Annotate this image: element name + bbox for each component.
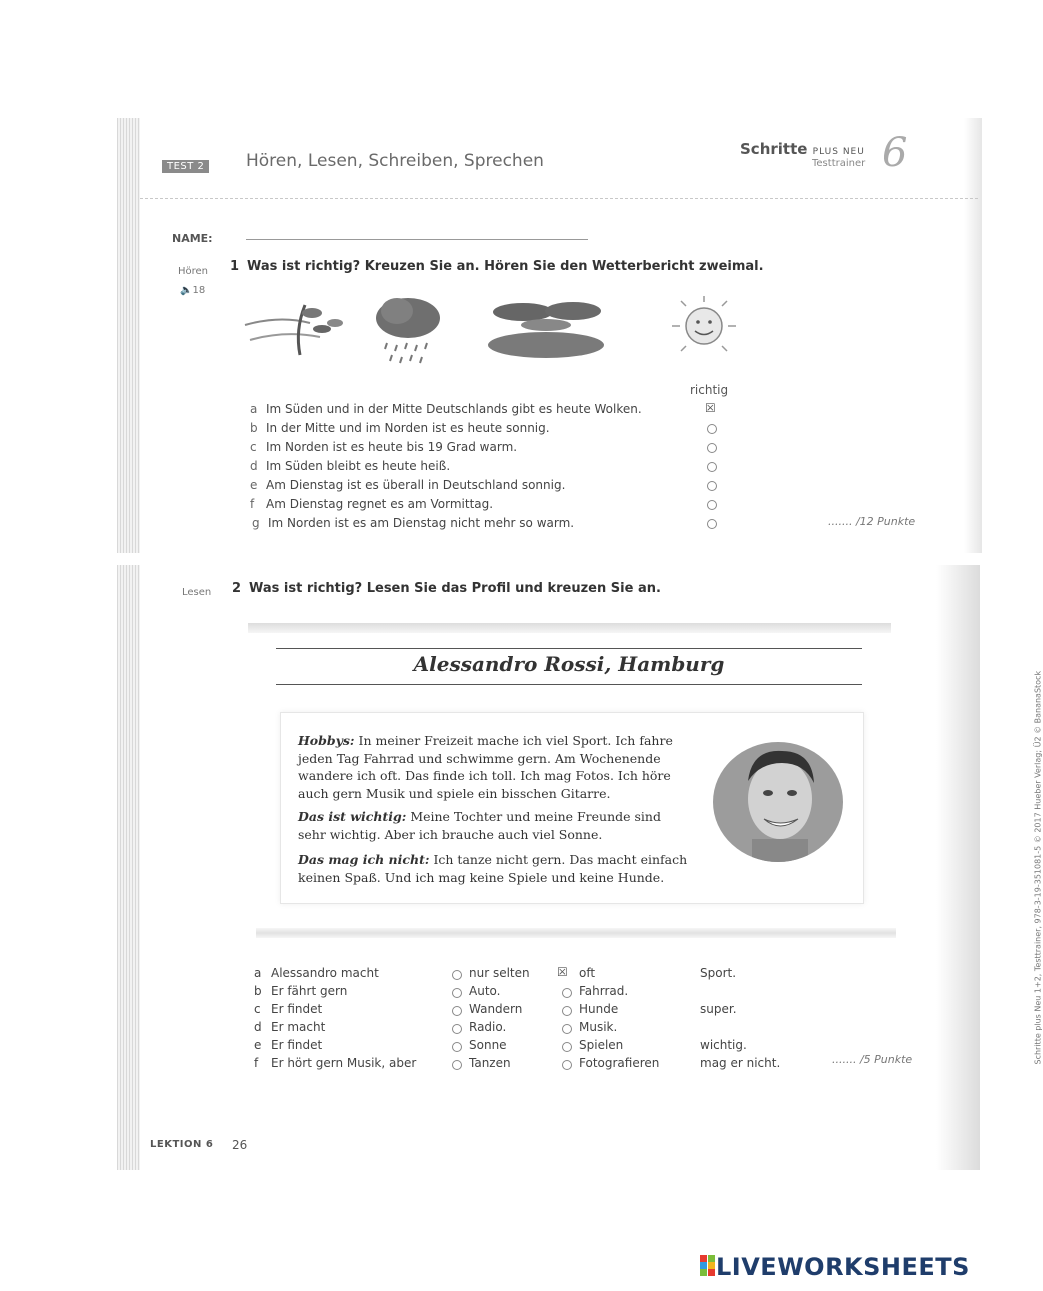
answer-circle[interactable]: [562, 1006, 572, 1016]
item-letter: b: [254, 984, 262, 998]
option-1-label: Sonne: [469, 1038, 507, 1052]
track-number: 18: [192, 285, 206, 296]
option-2-label: Fahrrad.: [579, 984, 629, 998]
profile-nicht: [298, 851, 708, 887]
answer-circle[interactable]: [452, 1006, 462, 1016]
binding-strip-bottom: [117, 565, 140, 1170]
statement-letter: c: [250, 440, 257, 454]
checked-circle-icon[interactable]: ☒: [557, 965, 568, 979]
answer-circle[interactable]: [562, 1024, 572, 1034]
speaker-icon: 🔈: [180, 285, 193, 296]
item-letter: a: [254, 966, 262, 980]
option-1-label: Auto.: [469, 984, 501, 998]
lektion-label: LEKTION 6: [150, 1139, 214, 1150]
profile-title: Alessandro Rossi, Hamburg: [413, 652, 725, 676]
nicht-line: keinen Spaß. Und ich mag keine Spiele und keine Hunde.: [298, 870, 665, 885]
page-number: 26: [232, 1138, 248, 1152]
answer-circle[interactable]: [707, 500, 717, 510]
profile-bottom-band: [256, 928, 896, 938]
section2-score: ....... /5 Punkte: [832, 1053, 913, 1066]
answer-circle[interactable]: [707, 481, 717, 491]
profile-wichtig: [298, 808, 708, 844]
statement-letter: e: [250, 478, 258, 492]
item-stem: Er macht: [271, 1020, 326, 1034]
profile-hobbys: [298, 732, 708, 802]
statement-letter: d: [250, 459, 258, 473]
item-ending: super.: [700, 1002, 737, 1016]
item-letter: d: [254, 1020, 262, 1034]
checked-circle-icon[interactable]: ☒: [705, 401, 716, 415]
option-1-label: Wandern: [469, 1002, 523, 1016]
option-1-label: Tanzen: [469, 1056, 511, 1070]
answer-circle[interactable]: [707, 462, 717, 472]
answer-circle[interactable]: [452, 1042, 462, 1052]
wichtig-line: sehr wichtig. Aber ich brauche auch viel Sonne.: [298, 827, 603, 842]
statement-text: Am Dienstag ist es überall in Deutschland sonnig.: [266, 478, 566, 492]
item-letter: e: [254, 1038, 262, 1052]
rain-cloud-icon: [372, 293, 444, 368]
binding-strip-top: [117, 118, 140, 553]
item-ending: mag er nicht.: [700, 1056, 781, 1070]
statement-row: [250, 497, 493, 511]
answer-circle[interactable]: [452, 1060, 462, 1070]
answer-circle[interactable]: [707, 519, 717, 529]
brand-small: PLUS NEU: [812, 147, 865, 157]
statement-row: [250, 421, 550, 435]
item-stem: Er findet: [271, 1002, 323, 1016]
item-letter: c: [254, 1002, 261, 1016]
statement-row: [250, 459, 450, 473]
hobbys-line: jeden Tag Fahrrad und schwimme gern. Am Wochenende: [298, 750, 661, 766]
answer-circle[interactable]: [707, 443, 717, 453]
right-shadow-top: [964, 118, 982, 553]
statement-row: [250, 478, 565, 492]
statement-text: Im Süden und in der Mitte Deutschlands gibt es heute Wolken.: [266, 402, 642, 416]
nicht-label: Das mag ich nicht:: [298, 852, 430, 867]
richtig-column-label: richtig: [690, 383, 729, 397]
profile-title-rule-bottom: [276, 684, 862, 685]
option-1-label: nur selten: [469, 966, 530, 980]
statement-letter: g: [252, 516, 260, 530]
clouds-icon: [488, 297, 606, 362]
section2-side-label: Lesen: [182, 587, 212, 598]
test-badge: TEST 2: [162, 160, 209, 173]
hobbys-line: In meiner Freizeit mache ich viel Sport. Ich fahre: [358, 733, 673, 748]
page-title: Hören, Lesen, Schreiben, Sprechen: [246, 151, 544, 171]
answer-circle[interactable]: [452, 970, 462, 980]
brand-name: [740, 140, 865, 158]
hobbys-label: Hobbys:: [298, 733, 355, 748]
statement-text: Am Dienstag regnet es am Vormittag.: [266, 497, 494, 511]
answer-circle[interactable]: [707, 424, 717, 434]
statement-text: Im Norden ist es am Dienstag nicht mehr so warm.: [268, 516, 575, 530]
option-2-label: Fotografieren: [579, 1056, 660, 1070]
item-ending: Sport.: [700, 966, 737, 980]
item-ending: wichtig.: [700, 1038, 747, 1052]
statement-letter: a: [250, 402, 258, 416]
option-2-label: oft: [579, 966, 596, 980]
liveworksheets-logo[interactable]: [700, 1253, 970, 1281]
statement-row: [252, 516, 574, 530]
section2-question: Was ist richtig? Lesen Sie das Profil und kreuzen Sie an.: [249, 581, 661, 596]
option-2-label: Hunde: [579, 1002, 619, 1016]
copyright-note: Schritte plus Neu 1+2, Testtrainer, 978-3-19-351081-5 © 2017 Hueber Verlag; Ü2 © BananaStock: [1033, 670, 1043, 1065]
option-2-label: Spielen: [579, 1038, 624, 1052]
nicht-line: Ich tanze nicht gern. Das macht einfach: [433, 852, 688, 867]
section1-question: Was ist richtig? Kreuzen Sie an. Hören Sie den Wetterbericht zweimal.: [247, 259, 764, 274]
wichtig-line: Meine Tochter und meine Freunde sind: [410, 809, 661, 824]
statement-text: Im Norden ist es heute bis 19 Grad warm.: [266, 440, 518, 454]
sun-icon: [662, 292, 746, 364]
audio-track: [180, 285, 205, 296]
right-shadow-bottom: [936, 565, 980, 1170]
brand-main: Schritte: [740, 140, 808, 158]
hobbys-line: wandere ich oft. Das finde ich toll. Ich mag Fotos. Ich höre: [298, 768, 671, 783]
answer-circle[interactable]: [562, 988, 572, 998]
item-stem: Er hört gern Musik, aber: [271, 1056, 417, 1070]
item-letter: f: [254, 1056, 259, 1070]
option-1-label: Radio.: [469, 1020, 507, 1034]
profile-title-rule-top: [276, 648, 862, 649]
statement-row: [250, 402, 642, 416]
wind-icon: [240, 295, 350, 365]
statement-text: In der Mitte und im Norden ist es heute sonnig.: [266, 421, 550, 435]
section1-score: ....... /12 Punkte: [828, 515, 916, 528]
logo-squares-icon: [700, 1255, 716, 1276]
item-stem: Alessandro macht: [271, 966, 379, 980]
wichtig-label: Das ist wichtig:: [298, 809, 407, 824]
name-label: NAME:: [172, 232, 213, 245]
answer-circle[interactable]: [452, 988, 462, 998]
hobbys-line: auch gern Musik und spiele ein bisschen Gitarre.: [298, 785, 611, 801]
header-divider: [140, 198, 978, 199]
option-2-label: Musik.: [579, 1020, 618, 1034]
statement-text: Im Süden bleibt es heute heiß.: [266, 459, 451, 473]
statement-letter: b: [250, 421, 258, 435]
section1-side-label: Hören: [178, 266, 209, 277]
logo-text: LIVEWORKSHEETS: [716, 1253, 970, 1281]
name-input-line[interactable]: [246, 238, 588, 240]
statement-letter: f: [250, 497, 255, 511]
answer-circle[interactable]: [562, 1042, 572, 1052]
answer-circle[interactable]: [452, 1024, 462, 1034]
section1-number: 1: [230, 259, 240, 274]
profile-photo: [712, 741, 844, 863]
brand-subtitle: Testtrainer: [812, 158, 866, 169]
item-stem: Er findet: [271, 1038, 323, 1052]
section2-number: 2: [232, 581, 242, 596]
answer-circle[interactable]: [562, 1060, 572, 1070]
statement-row: [250, 440, 517, 454]
item-stem: Er fährt gern: [271, 984, 348, 998]
lesson-number: 6: [882, 130, 908, 176]
profile-top-band: [248, 623, 891, 633]
